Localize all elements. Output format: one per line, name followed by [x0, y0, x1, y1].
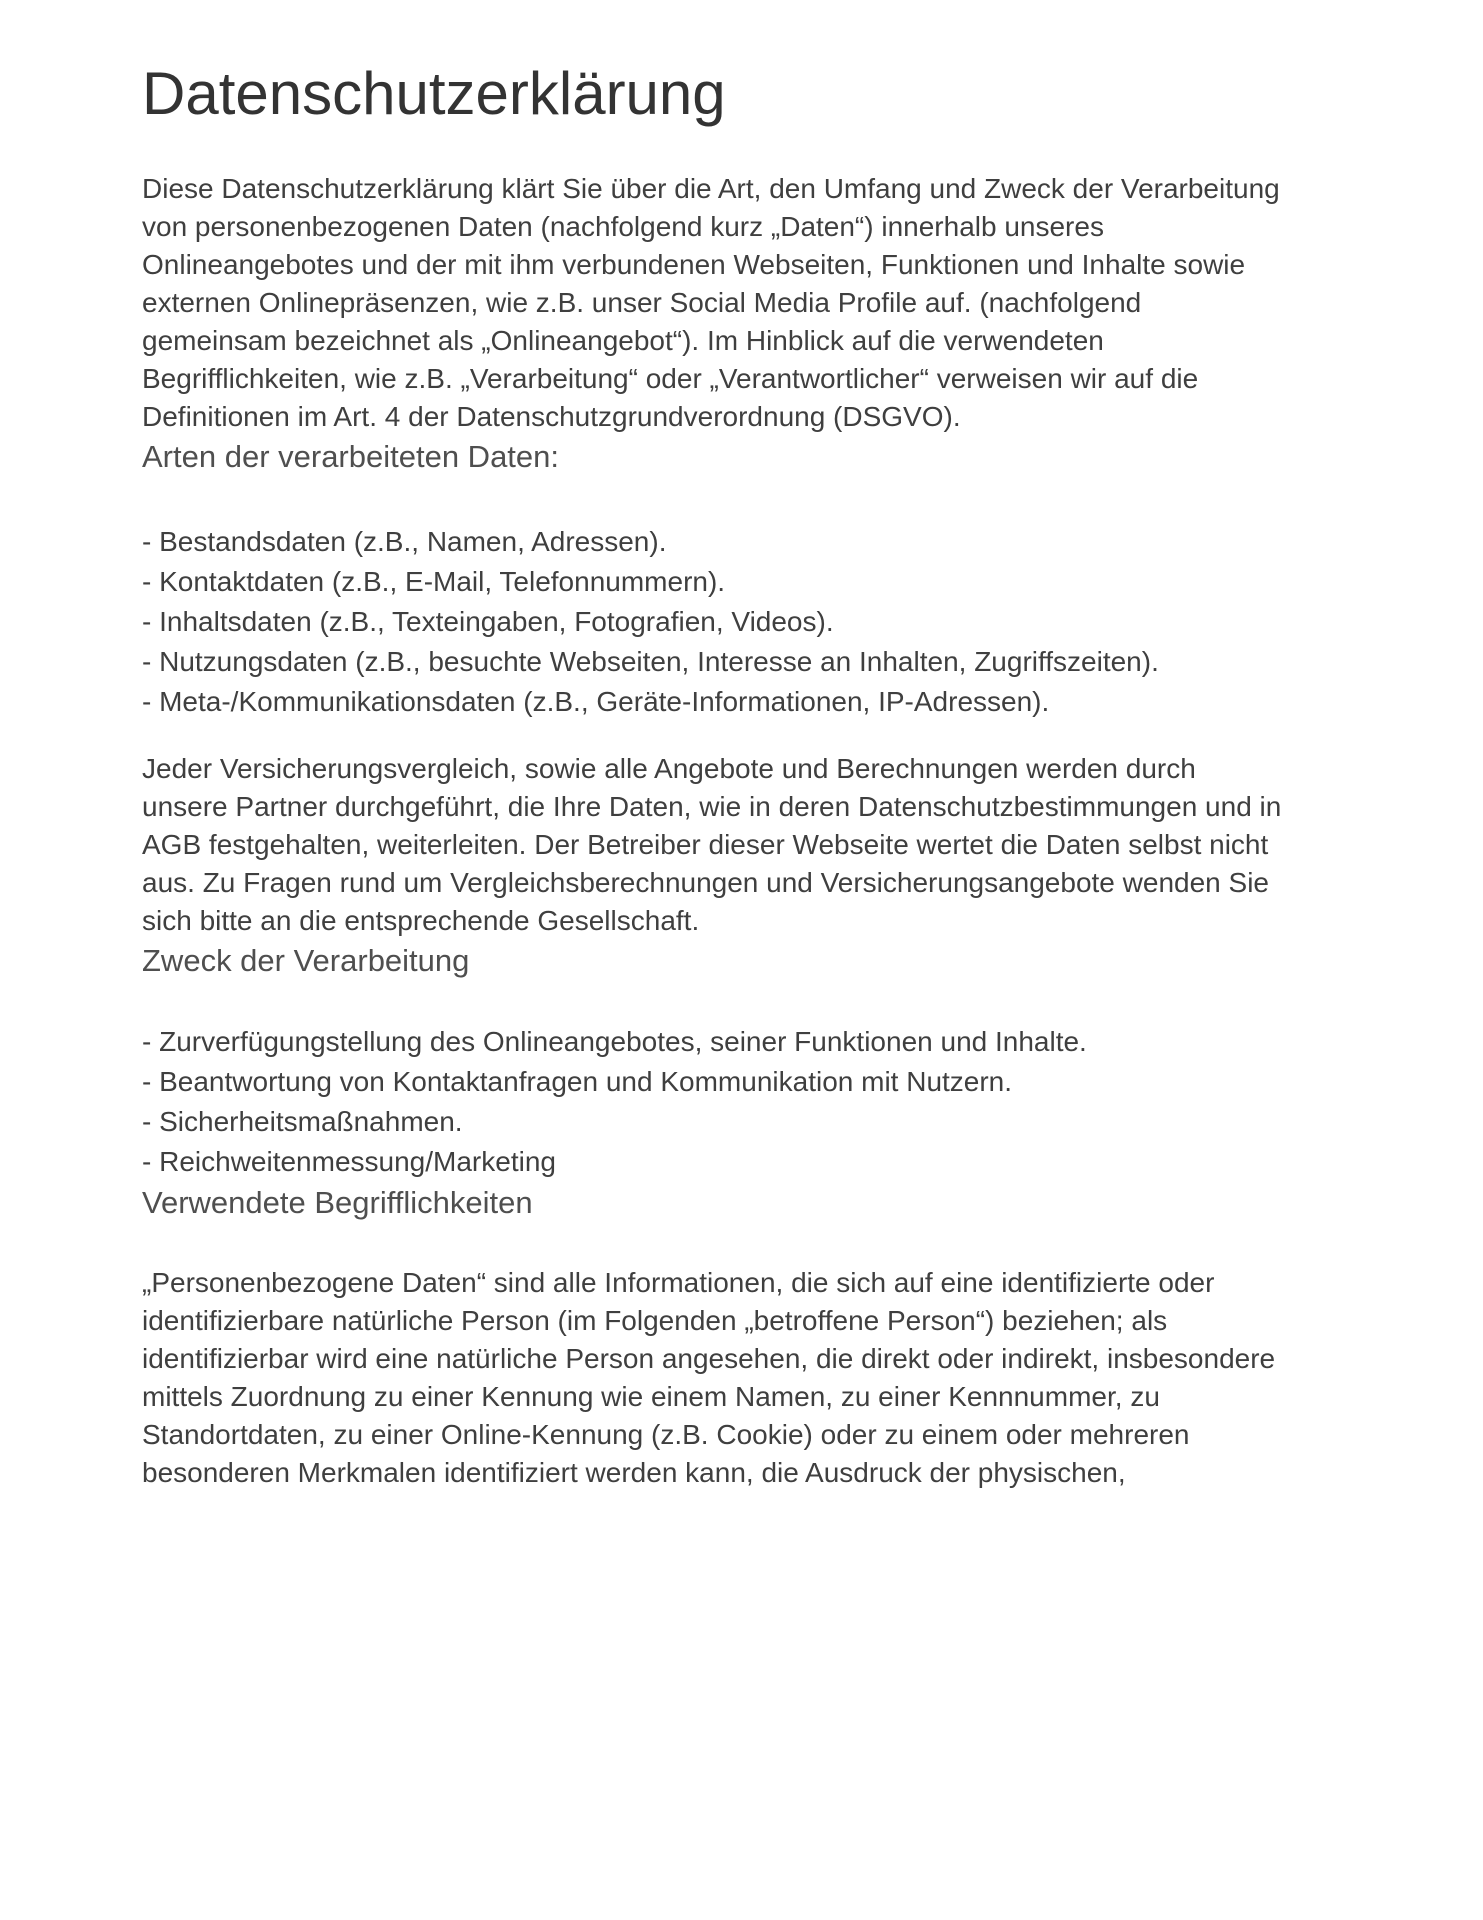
section-heading-terms: Verwendete Begrifflichkeiten [142, 1185, 533, 1220]
purpose-list [142, 1022, 1287, 1182]
list-item: - Beantwortung von Kontaktanfragen und Kommunikation mit Nutzern. [142, 1066, 1013, 1097]
list-item: - Nutzungsdaten (z.B., besuchte Webseiten, Interesse an Inhalten, Zugriffszeiten). [142, 646, 1159, 677]
privacy-policy-document [142, 0, 1287, 1492]
list-item: - Sicherheitsmaßnahmen. [142, 1106, 463, 1137]
list-item: - Inhaltsdaten (z.B., Texteingaben, Fotografien, Videos). [142, 606, 834, 637]
list-item: - Kontaktdaten (z.B., E-Mail, Telefonnummern). [142, 566, 726, 597]
intro-paragraph: Diese Datenschutzerklärung klärt Sie über die Art, den Umfang und Zweck der Verarbeitung von personenbezogenen Daten (nachfolgend kurz „Daten“) innerhalb unseres Onlineangebotes und der mit ihm verbundenen Webseiten, Funktionen und Inhalte sowie externen Onlinepräsenzen, wie z.B. unser Social Media Profile auf. (nachfolgend gemeinsam bezeichnet als „Onlineangebot“). Im Hinblick auf die verwendeten Begrifflichkeiten, wie z.B. „Verarbeitung“ oder „Verantwortlicher“ verweisen wir auf die Definitionen im Art. 4 der Datenschutzgrundverordnung (DSGVO). [142, 173, 1280, 432]
data-types-list [142, 522, 1287, 722]
list-item: - Bestandsdaten (z.B., Namen, Adressen). [142, 526, 667, 557]
partner-note-paragraph: Jeder Versicherungsvergleich, sowie alle Angebote und Berechnungen werden durch unsere Partner durchgeführt, die Ihre Daten, wie in deren Datenschutzbestimmungen und in AGB festgehalten, weiterleiten. Der Betreiber dieser Webseite wertet die Daten selbst nicht aus. Zu Fragen rund um Vergleichsberechnungen und Versicherungsangebote wenden Sie sich bitte an die entsprechende Gesellschaft. [142, 753, 1282, 936]
terms-paragraph: „Personenbezogene Daten“ sind alle Informationen, die sich auf eine identifizierte oder identifizierbare natürliche Person (im Folgenden „betroffene Person“) beziehen; als identifizierbar wird eine natürliche Person angesehen, die direkt oder indirekt, insbesondere mittels Zuordnung zu einer Kennung wie einem Namen, zu einer Kennnummer, zu Standortdaten, zu einer Online-Kennung (z.B. Cookie) oder zu einem oder mehreren besonderen Merkmalen identifiziert werden kann, die Ausdruck der physischen, [142, 1267, 1276, 1488]
section-heading-data-types: Arten der verarbeiteten Daten: [142, 439, 560, 474]
list-item: - Reichweitenmessung/Marketing [142, 1146, 556, 1177]
list-item: - Zurverfügungstellung des Onlineangebotes, seiner Funktionen und Inhalte. [142, 1026, 1087, 1057]
page-title: Datenschutzerklärung [142, 60, 726, 127]
section-heading-purpose: Zweck der Verarbeitung [142, 943, 470, 978]
list-item: - Meta-/Kommunikationsdaten (z.B., Geräte-Informationen, IP-Adressen). [142, 686, 1050, 717]
